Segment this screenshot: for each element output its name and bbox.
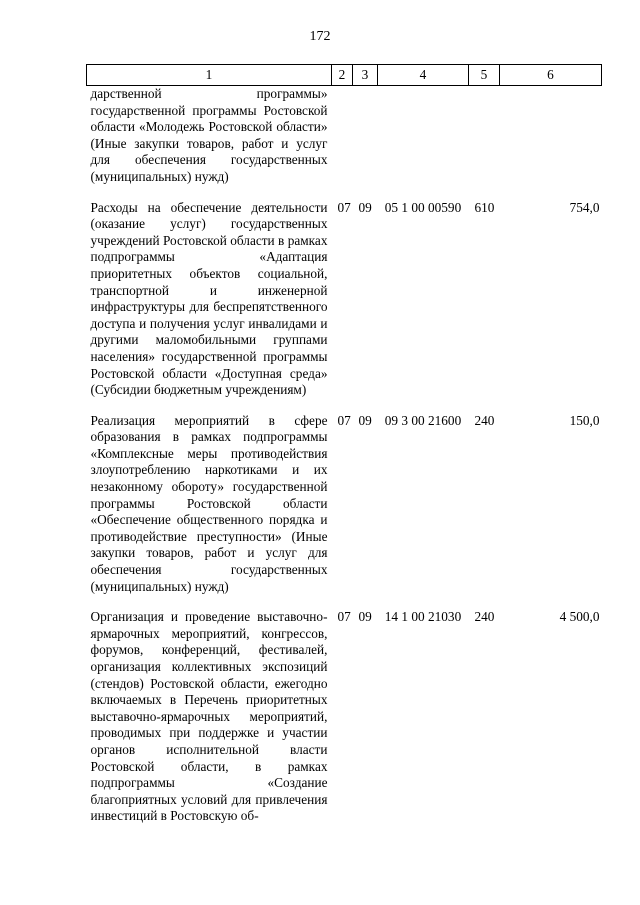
table-row	[87, 413, 602, 610]
row-expense-type: 240	[474, 412, 495, 428]
row-section: 07	[337, 609, 351, 625]
table-header-row	[87, 65, 602, 86]
table-row	[87, 200, 602, 413]
header-col-5: 5	[469, 65, 500, 86]
row-expense-type	[469, 86, 500, 200]
table-row	[87, 609, 602, 839]
header-col-1: 1	[87, 65, 332, 86]
row-amount: 754,0	[569, 199, 600, 215]
table-row	[87, 86, 602, 200]
row-section: 07	[337, 199, 351, 215]
row-subsection: 09	[358, 412, 372, 428]
row-target-article: 09 3 00 21600	[384, 412, 462, 428]
row-description: Расходы на обеспечение деятельности (оказание услуг) государственных учреждений Ростовской области в рамках подпрограммы «Адаптация приоритетных объектов социальной, транспортной и инженерной инфраструктуры для беспрепятственного доступа и получения услуг инвалидами и другими маломобильными группами населения» государственной программы Ростовской области «Доступная среда» (Субсидии бюджетным учреждениям)	[90, 199, 328, 398]
row-description: дарственной программы» государственной программы Ростовской области «Молодежь Ростовской области» (Иные закупки товаров, работ и услуг для обеспечения государственных (муниципальных) нужд)	[90, 86, 328, 184]
header-col-4: 4	[378, 65, 469, 86]
header-col-2: 2	[332, 65, 353, 86]
row-expense-type: 240	[474, 609, 495, 625]
row-subsection: 09	[358, 609, 372, 625]
page-number: 172	[309, 29, 331, 44]
header-col-3: 3	[353, 65, 378, 86]
row-subsection: 09	[358, 199, 372, 215]
row-section: 07	[337, 412, 351, 428]
row-section	[332, 86, 353, 200]
header-col-6: 6	[500, 65, 602, 86]
row-amount: 4 500,0	[559, 609, 600, 625]
row-target-article: 14 1 00 21030	[384, 609, 462, 625]
budget-table	[86, 64, 602, 839]
row-expense-type: 610	[474, 199, 495, 215]
row-amount: 150,0	[569, 412, 600, 428]
row-description: Реализация мероприятий в сфере образования в рамках подпрограммы «Комплексные меры противодействия злоупотреблению наркотиками и их незаконному обороту» государственной программы Ростовской области «Обеспечение общественного порядка и противодействие преступности» (Иные закупки товаров, работ и услуг для обеспечения государственных (муниципальных) нужд)	[90, 412, 328, 594]
row-description: Организация и проведение выставочно-ярмарочных мероприятий, конгрессов, форумов, конференций, фестивалей, организация коллективных экспозиций (стендов) Ростовской области, ежегодно включаемых в Перечень приоритетных выставочно-ярмарочных мероприятий, проводимых при поддержке и участии органов исполнительной власти Ростовской области, в рамках подпрограммы «Создание благоприятных условий для привлечения инвестиций в Ростовскую об-	[90, 609, 328, 824]
row-subsection	[353, 86, 378, 200]
row-amount	[500, 86, 602, 200]
row-target-article	[378, 86, 469, 200]
row-target-article: 05 1 00 00590	[384, 199, 462, 215]
